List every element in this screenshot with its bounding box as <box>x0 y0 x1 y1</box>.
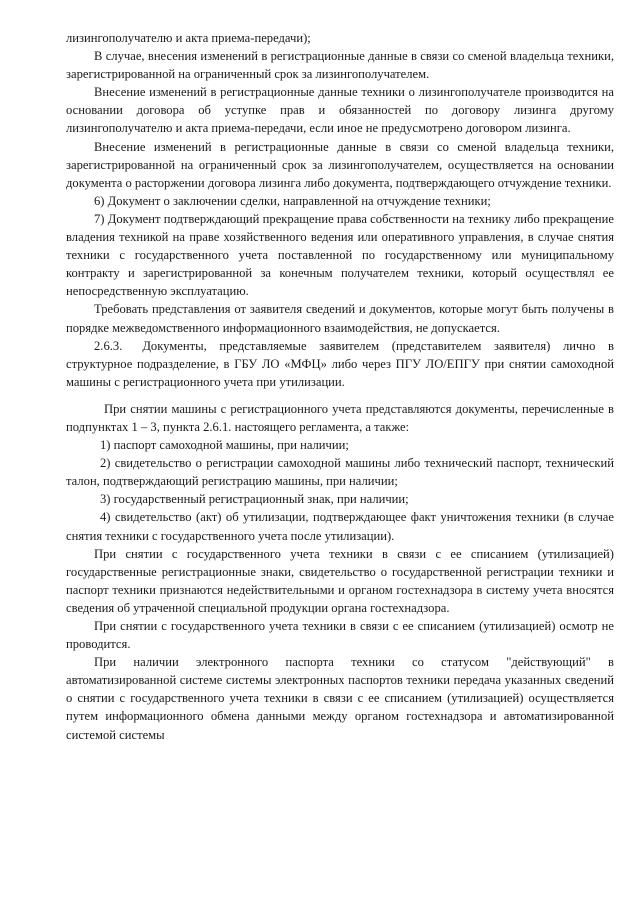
paragraph-interagency-note: Требовать представления от заявителя сведений и документов, которые могут быть получены в порядке межведомственного информационного взаимодействия, не допускается. <box>66 302 614 335</box>
list-item-2: 2) свидетельство о регистрации самоходной машины либо технический паспорт, технический талон, подтверждающий регистрацию машины, при наличии; <box>66 456 614 489</box>
paragraph-lessee-data-change: Внесение изменений в регистрационные данные техники о лизингополучателе производится на основании договора об уступке прав и обязанностей по договору лизинга другому лизингополучателю и акта приема-передачи, если иное не предусмотрено договором лизинга. <box>66 85 614 136</box>
paragraph-owner-change: В случае, внесения изменений в регистрационные данные в связи со сменой владельца техники, зарегистрированной на ограниченный срок за лизингополучателем. <box>66 49 614 82</box>
paragraph-owner-change-basis: Внесение изменений в регистрационные данные в связи со сменой владельца техники, зарегистрированной на ограниченный срок за лизингополучателем, осуществляется на основании документа о расторжении договора лизинга либо документа, подтверждающего отчуждение техники. <box>66 139 614 190</box>
list-item-1: 1) паспорт самоходной машины, при наличии; <box>100 438 349 453</box>
paragraph-no-inspection: При снятии с государственного учета техники в связи с ее списанием (утилизацией) осмотр не проводится. <box>66 619 614 652</box>
list-item-4: 4) свидетельство (акт) об утилизации, подтверждающее факт уничтожения техники (в случае снятия техники с государственного учета после утилизации). <box>66 510 614 543</box>
paragraph-removal-documents: При снятии машины с регистрационного учета представляются документы, перечисленные в подпунктах 1 – 3, пункта 2.6.1. настоящего регламента, а также: <box>66 401 614 434</box>
list-item-7: 7) Документ подтверждающий прекращение права собственности на технику либо прекращение владения техникой на праве хозяйственного ведения или оперативного управления, в случае снятия техники с государственного учета поставленной по государственному или муниципальному контракту и зарегистрированной за конечным получателем техники, который осуществлял ее непосредственную эксплуатацию. <box>66 211 614 299</box>
clause-text: Документы, представляемые заявителем (представителем заявителя) лично в структурное подразделение, в ГБУ ЛО «МФЦ» либо через ПГУ ЛО/ЕПГУ при снятии самоходной машины с регистрационного учета при утилизации. <box>66 338 614 389</box>
clause-2-6-3 <box>66 337 614 391</box>
paragraph-electronic-passport: При наличии электронного паспорта техники со статусом "действующий" в автоматизированной системе системы электронных паспортов техники передача указанных сведений о снятии с государственного учета техники в связи с ее списанием (утилизацией) осуществляется путем информационного обмена данными между органом гостехнадзора и автоматизированной системой системы <box>66 655 614 742</box>
paragraph-continuation: лизингополучателю и акта приема-передачи); <box>66 31 311 45</box>
clause-number: 2.6.3. <box>94 338 123 353</box>
list-item-6: 6) Документ о заключении сделки, направленной на отчуждение техники; <box>94 193 491 208</box>
list-item-3: 3) государственный регистрационный знак, при наличии; <box>100 492 409 507</box>
paragraph-plates-invalidated: При снятии с государственного учета техники в связи с ее списанием (утилизацией) государственные регистрационные знаки, свидетельство о государственной регистрации техники и паспорт техники признаются недействительными и органом гостехнадзора в систему учета вносятся сведения об утраченной специальной продукции органа гостехнадзора. <box>66 546 614 615</box>
